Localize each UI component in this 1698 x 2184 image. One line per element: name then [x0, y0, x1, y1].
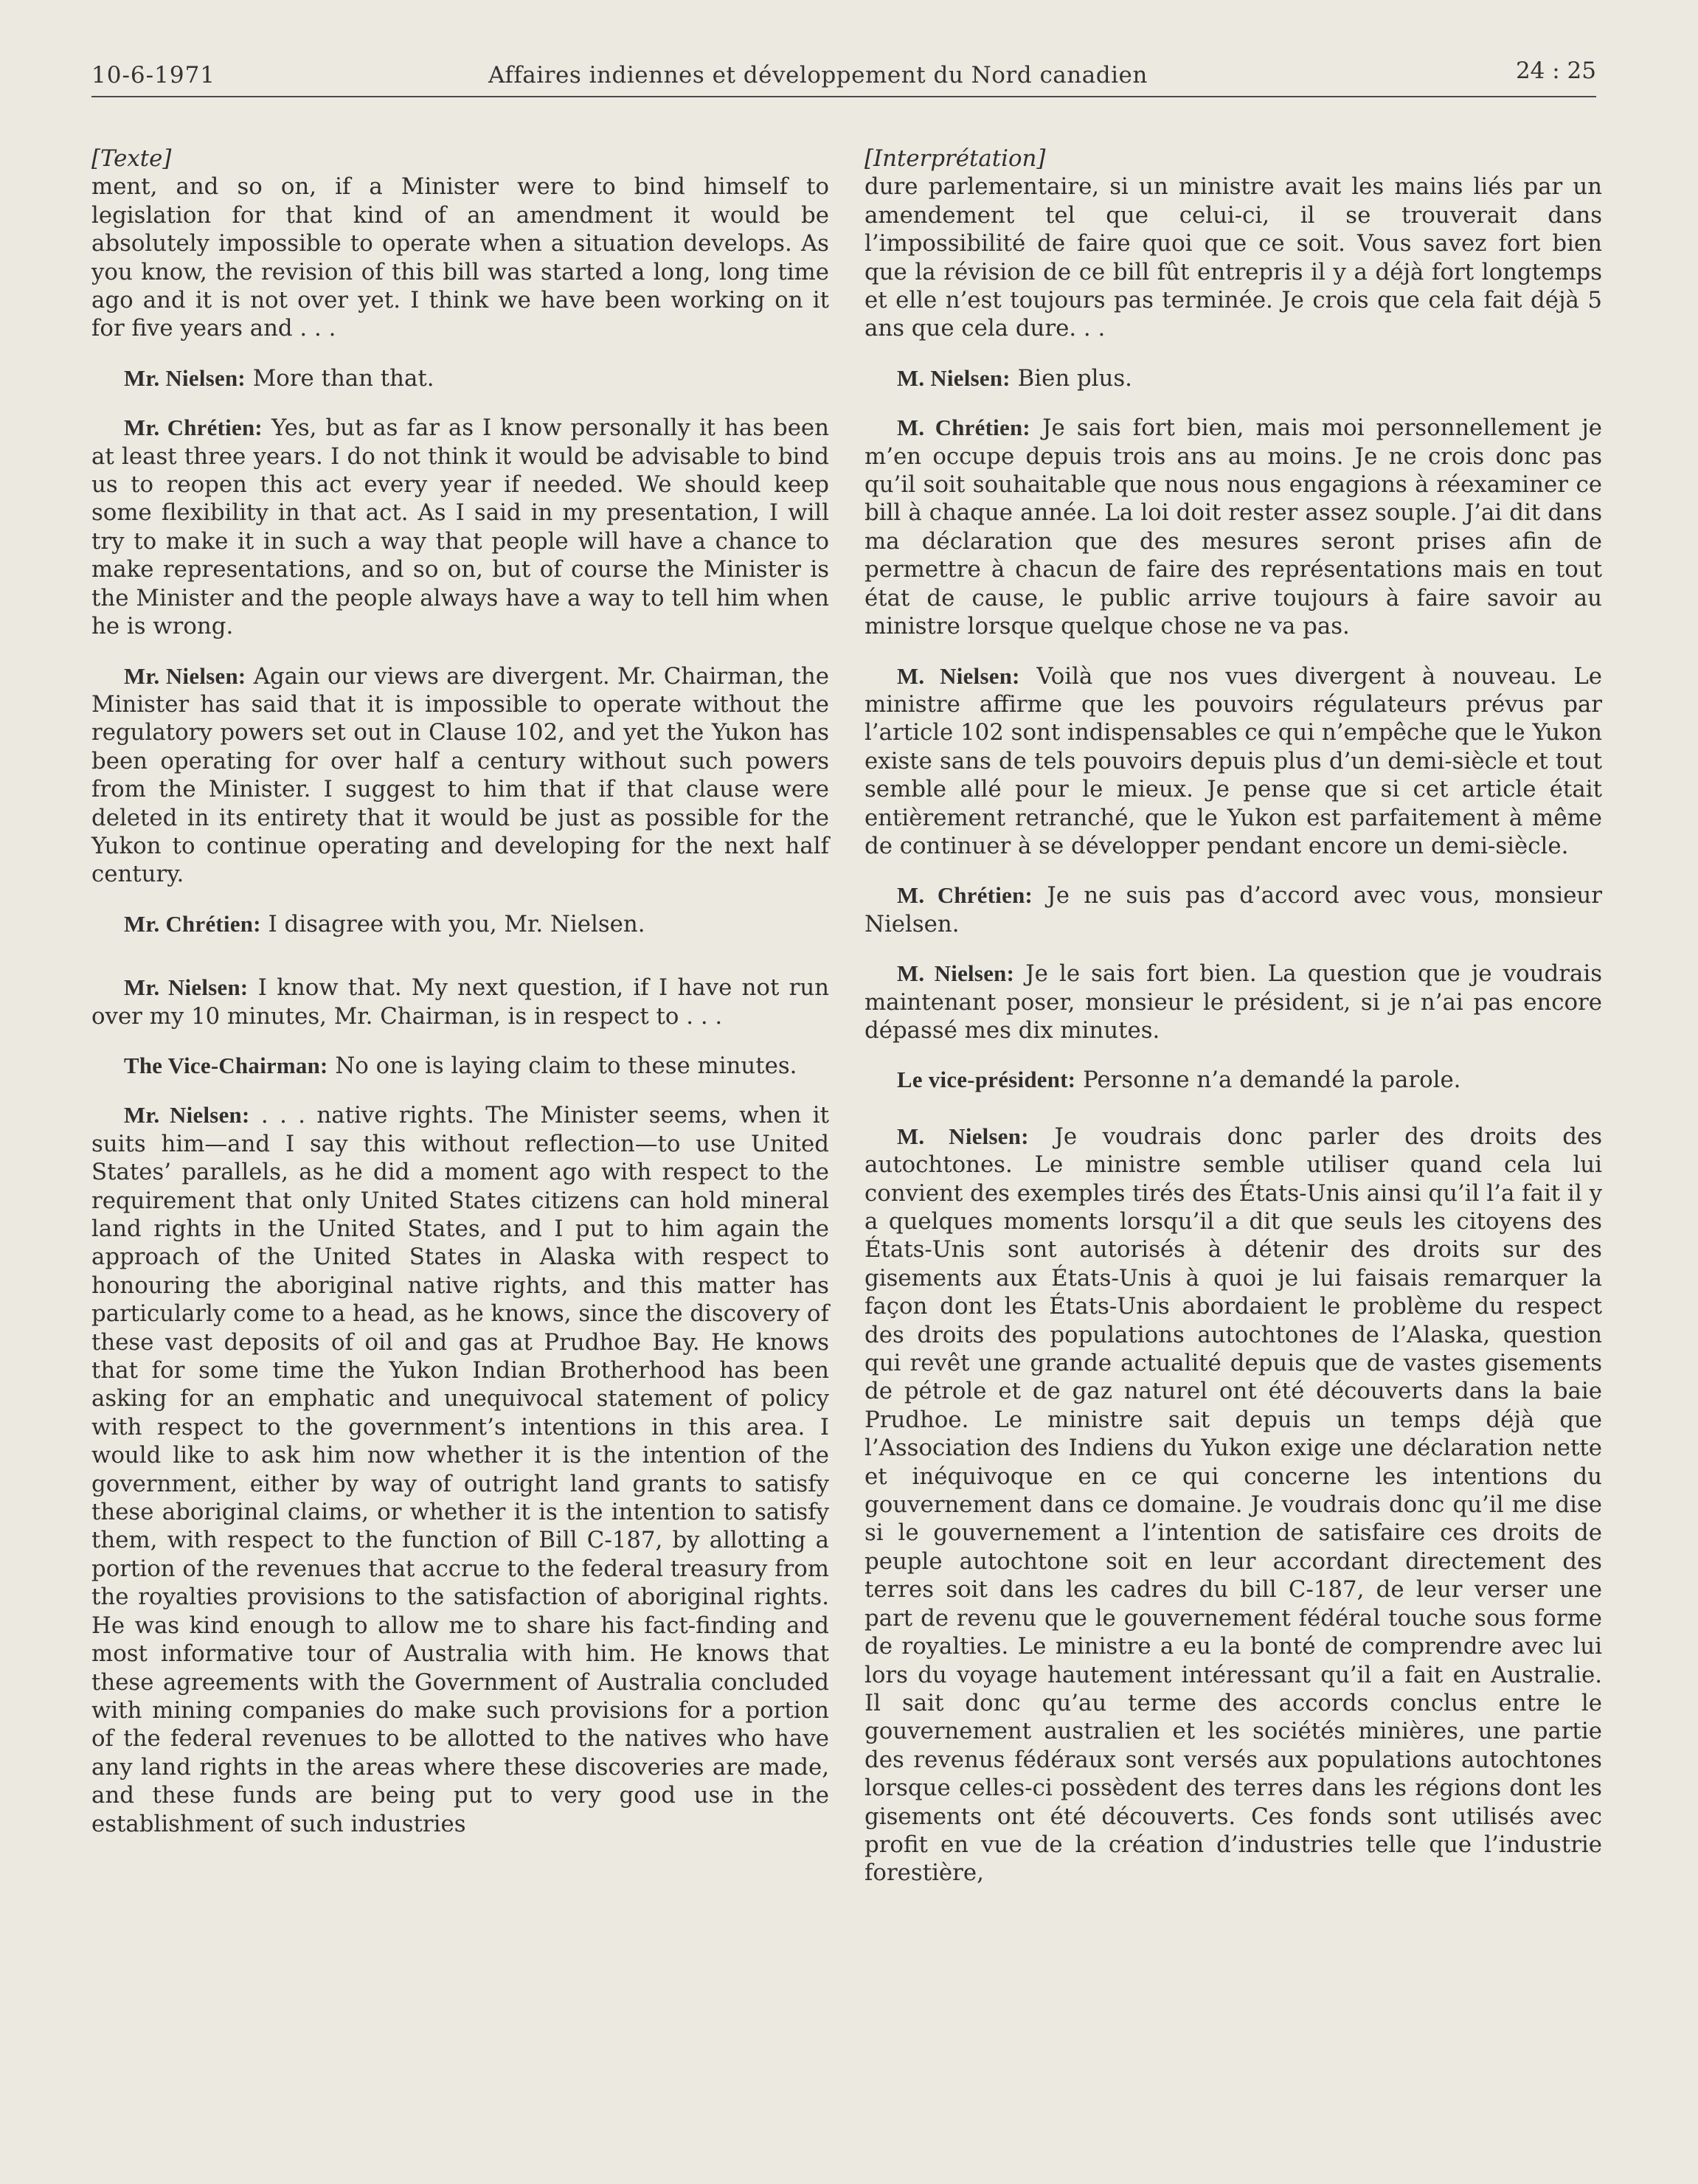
paragraph — [864, 960, 1602, 1044]
paragraph-text: Je voudrais donc parler des droits des autochtones. Le ministre semble utiliser quand cela lui convient des exemples tirés des États-Unis ainsi qu’il l’a fait il y a quelques moments lorsqu’il a dit que seuls les citoyens des États-Unis sont autorisés à détenir des droits sur des gisements aux États-Unis à quoi je lui faisais remarquer la façon dont les États-Unis abordaient le problème du respect des droits des populations autochtones de l’Alaska, question qui revêt une grande actualité depuis que de vastes gisements de pétrole et de gaz naturel ont été découverts dans la baie Prudhoe. Le ministre sait depuis un temps déjà que l’Association des Indiens du Yukon exige une déclaration nette et inéquivoque en ce qui concerne les intentions du gouvernement dans ce domaine. Je voudrais donc qu’il me dise si le gouvernement a l’intention de satisfaire ces droits de peuple autochtone soit en leur accordant directement des terres soit dans les cadres du bill C-187, de leur verser une part de revenu que le gouvernement fédéral touche sous forme de royalties. Le ministre a eu la bonté de comprendre avec lui lors du voyage hautement intéressant qu’il a fait en Australie. Il sait donc qu’au terme des accords conclus entre le gouvernement australien et les sociétés minières, une partie des revenus fédéraux sont versés aux populations autochtones lorsque celles-ci possèdent des terres dans les régions dont les gisements ont été découverts. Ces fonds sont utilisés avec profit en vue de la création d’industries telle que l’industrie forestière, — [864, 1123, 1602, 1887]
paragraph — [864, 1123, 1602, 1887]
paragraph-text: Yes, but as far as I know personally it has been at least three years. I do not think it would be advisable to bind us to reopen this act every year if needed. We should keep some flexibility in that act. As I said in my presentation, I will try to make it in such a way that people will have a chance to make representations, and so on, but of course the Minister is the Minister and the people always have a way to tell him when he is wrong. — [91, 415, 829, 640]
paragraph-text: ment, and so on, if a Minister were to bind himself to legislation for that kind of an amendment it would be absolutely impossible to operate when a situation develops. As you know, the revision of this bill was started a long, long time ago and it is not over yet. I think we have been working on it for five years and . . . — [91, 173, 829, 342]
right-column-french — [864, 145, 1602, 1909]
paragraph-text: No one is laying claim to these minutes. — [335, 1052, 797, 1079]
section-tag-interpretation: [Interprétation] — [864, 145, 1046, 172]
paragraph — [91, 414, 829, 640]
speaker-name: M. Nielsen: — [897, 961, 1015, 987]
speaker-name: Mr. Chrétien: — [124, 911, 261, 937]
paragraph — [864, 1066, 1602, 1094]
paragraph — [864, 364, 1602, 392]
paragraph — [91, 1052, 829, 1080]
paragraph — [864, 414, 1602, 640]
paragraph — [91, 173, 829, 342]
header-title: Affaires indiennes et développement du Nord canadien — [488, 62, 1148, 89]
header-date: 10-6-1971 — [91, 62, 216, 89]
paragraph-text: . . . native rights. The Minister seems, when it suits him—and I say this without reflection—to use United States’ parallels, as he did a moment ago with respect to the requirement that only United States citizens can hold mineral land rights in the United States, and I put to him again the approach of the United States in Alaska with respect to honouring the aboriginal native rights, and this matter has particularly come to a head, as he knows, since the discovery of these vast deposits of oil and gas at Prudhoe Bay. He knows that for some time the Yukon Indian Brotherhood has been asking for an emphatic and unequivocal statement of policy with respect to the government’s intentions in this area. I would like to ask him now whether it is the intention of the government, either by way of outright land grants to satisfy these aboriginal claims, or whether it is the intention to satisfy them, with respect to the function of Bill C-187, by allotting a portion of the revenues that accrue to the federal treasury from the royalties provisions to the satisfaction of aboriginal rights. He was kind enough to allow me to share his fact-finding and most informative tour of Australia with him. He knows that these agreements with the Government of Australia concluded with mining companies do make such provisions for a portion of the federal revenues to be allotted to the natives who have any land rights in the areas where these discoveries are made, and these funds are being put to very good use in the establishment of such industries — [91, 1102, 830, 1837]
speaker-name: M. Chrétien: — [897, 883, 1033, 909]
paragraph — [864, 173, 1602, 342]
speaker-name: The Vice-Chairman: — [124, 1053, 328, 1078]
paragraph-text: Voilà que nos vues divergent à nouveau. Le ministre affirme que les pouvoirs régulateurs prévus par l’article 102 sont indispensables ce qui n’empêche que le Yukon existe sans de tels pouvoirs depuis plus d’un demi-siècle et tout semble allé pour le mieux. Je pense que si cet article était entièrement retranché, que le Yukon est parfaitement à même de continuer à se développer pendant encore un demi-siècle. — [864, 662, 1602, 859]
paragraph-text: I know that. My next question, if I have not run over my 10 minutes, Mr. Chairman, is in respect to . . . — [91, 974, 830, 1030]
speaker-name: Mr. Chrétien: — [124, 415, 263, 441]
section-tag-texte: [Texte] — [91, 145, 172, 172]
paragraph — [864, 662, 1602, 861]
speaker-name: Mr. Nielsen: — [124, 1103, 250, 1129]
page-header — [91, 58, 1596, 97]
page-number: 24 : 25 — [1515, 58, 1596, 84]
paragraph — [864, 881, 1602, 938]
paragraph-text: Bien plus. — [1017, 364, 1132, 392]
paragraph-text: dure parlementaire, si un ministre avait les mains liés par un amendement tel que celui-ci, il se trouverait dans l’impossibilité de faire quoi que ce soit. Vous savez fort bien que la révision de ce bill fût entrepris il y a déjà fort longtemps et elle n’est toujours pas terminée. Je crois que cela fait déjà 5 ans que cela dure. . . — [864, 173, 1602, 342]
speaker-name: M. Nielsen: — [897, 365, 1011, 391]
paragraph-text: I disagree with you, Mr. Nielsen. — [268, 910, 645, 937]
paragraph — [91, 662, 829, 889]
paragraph — [91, 1101, 829, 1838]
paragraph-text: Je sais fort bien, mais moi personnellement je m’en occupe depuis trois ans au moins. Je ne crois donc pas qu’il soit souhaitable que nous nous engagions à réexaminer ce bill à chaque année. La loi doit rester assez souple. J’ai dit dans ma déclaration que des mesures seront prises afin de permettre à chacun de faire des représentations mais en tout état de cause, le public arrive toujours à faire savoir au ministre lorsque quelque chose ne va pas. — [864, 415, 1603, 640]
speaker-name: M. Nielsen: — [897, 663, 1020, 689]
speaker-name: Mr. Nielsen: — [124, 975, 249, 1001]
paragraph-text: Personne n’a demandé la parole. — [1083, 1067, 1461, 1094]
left-column-english — [91, 145, 829, 1859]
paragraph-text: Je le sais fort bien. La question que je voudrais maintenant poser, monsieur le président, si je n’ai pas encore dépassé mes dix minutes. — [864, 960, 1602, 1044]
speaker-name: Mr. Nielsen: — [124, 663, 246, 689]
paragraph-text: More than that. — [252, 364, 434, 392]
paragraph-text: Je ne suis pas d’accord avec vous, monsieur Nielsen. — [864, 882, 1602, 937]
paragraph — [91, 364, 829, 392]
speaker-name: Le vice-président: — [897, 1067, 1076, 1093]
speaker-name: Mr. Nielsen: — [124, 365, 246, 391]
speaker-name: M. Chrétien: — [897, 415, 1030, 441]
paragraph — [91, 974, 829, 1030]
speaker-name: M. Nielsen: — [897, 1123, 1029, 1149]
paragraph-text: Again our views are divergent. Mr. Chairman, the Minister has said that it is impossible to operate without the regulatory powers set out in Clause 102, and yet the Yukon has been operating for over half a century without such powers from the Minister. I suggest to him that if that clause were deleted in its entirety that it would be just as possible for the Yukon to continue operating and developing for the next half century. — [91, 662, 829, 888]
paragraph — [91, 910, 829, 938]
